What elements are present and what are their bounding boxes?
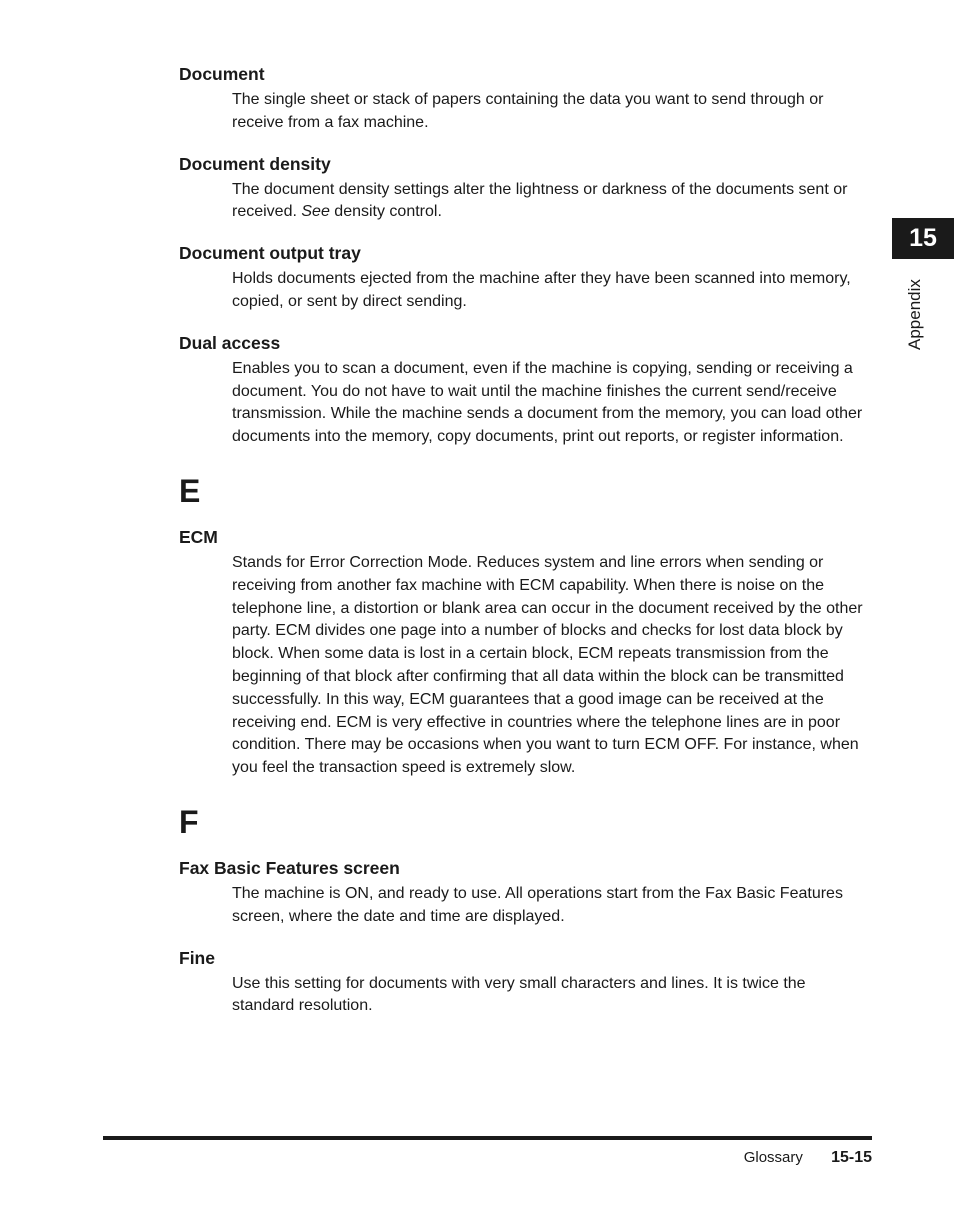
footer-section-name: Glossary [743,1149,803,1166]
glossary-term: Document output tray [179,243,361,264]
chapter-tab-label: Appendix [905,279,924,350]
glossary-term: ECM [179,526,218,547]
glossary-term: Document density [179,153,331,174]
glossary-definition: The single sheet or stack of papers containing the data you want to send through or receive from a fax machine. [232,91,824,131]
glossary-entry-document-output-tray [179,241,879,314]
glossary-definition: Stands for Error Correction Mode. Reduces system and line errors when sending or receiving from another fax machine with ECM capability. When there is noise on the telephone line, a distortion or blank area can occur in the document received by the other party. ECM divides one page into a number of blocks and checks for lost data block by block. When some data is lost in a certain block, ECM repeats transmission from the beginning of that block after confirming that all data within the block can be transmitted successfully. In this way, ECM guarantees that a good image can be received at the receiving end. ECM is very effective in countries where the telephone lines are in poor condition. There may be occasions when you want to turn ECM OFF. For instance, when you feel the transaction speed is extremely slow. [232,553,863,777]
definition-text: The document density settings alter the lightness or darkness of the documents sent or received. [232,180,848,221]
glossary-definition [232,179,872,225]
footer-divider [103,1136,872,1140]
definition-text: density control. [329,203,442,221]
glossary-term: Document [179,64,265,84]
page-footer [744,1148,872,1168]
glossary-definition: Enables you to scan a document, even if the machine is copying, sending or receiving a document. You do not have to wait until the machine finishes the current send/receive transmission. While the machine sends a document from the memory, you can load other documents into the memory, copy documents, print out reports, or register information. [232,359,863,446]
section-letter-e: E [179,472,201,509]
section-letter-f: F [179,803,199,840]
glossary-content [179,62,879,1018]
chapter-tab-number: 15 [892,218,954,259]
glossary-entry-document [179,62,879,135]
glossary-term: Dual access [179,332,281,353]
glossary-definition: Holds documents ejected from the machine after they have been scanned into memory, copied, or sent by direct sending. [232,270,851,310]
glossary-definition: Use this setting for documents with very small characters and lines. It is twice the standard resolution. [232,974,806,1015]
glossary-definition: The machine is ON, and ready to use. All operations start from the Fax Basic Features screen, where the date and time are displayed. [232,884,843,925]
glossary-entry-dual-access [179,331,879,449]
glossary-entry-ecm [179,525,879,780]
page-number: 15-15 [831,1149,872,1166]
glossary-term: Fine [179,947,215,968]
glossary-entry-fax-basic-features-screen [179,856,879,929]
glossary-entry-document-density [179,152,879,225]
see-reference: See [301,203,330,221]
glossary-entry-fine [179,946,879,1019]
glossary-term: Fax Basic Features screen [179,857,400,878]
